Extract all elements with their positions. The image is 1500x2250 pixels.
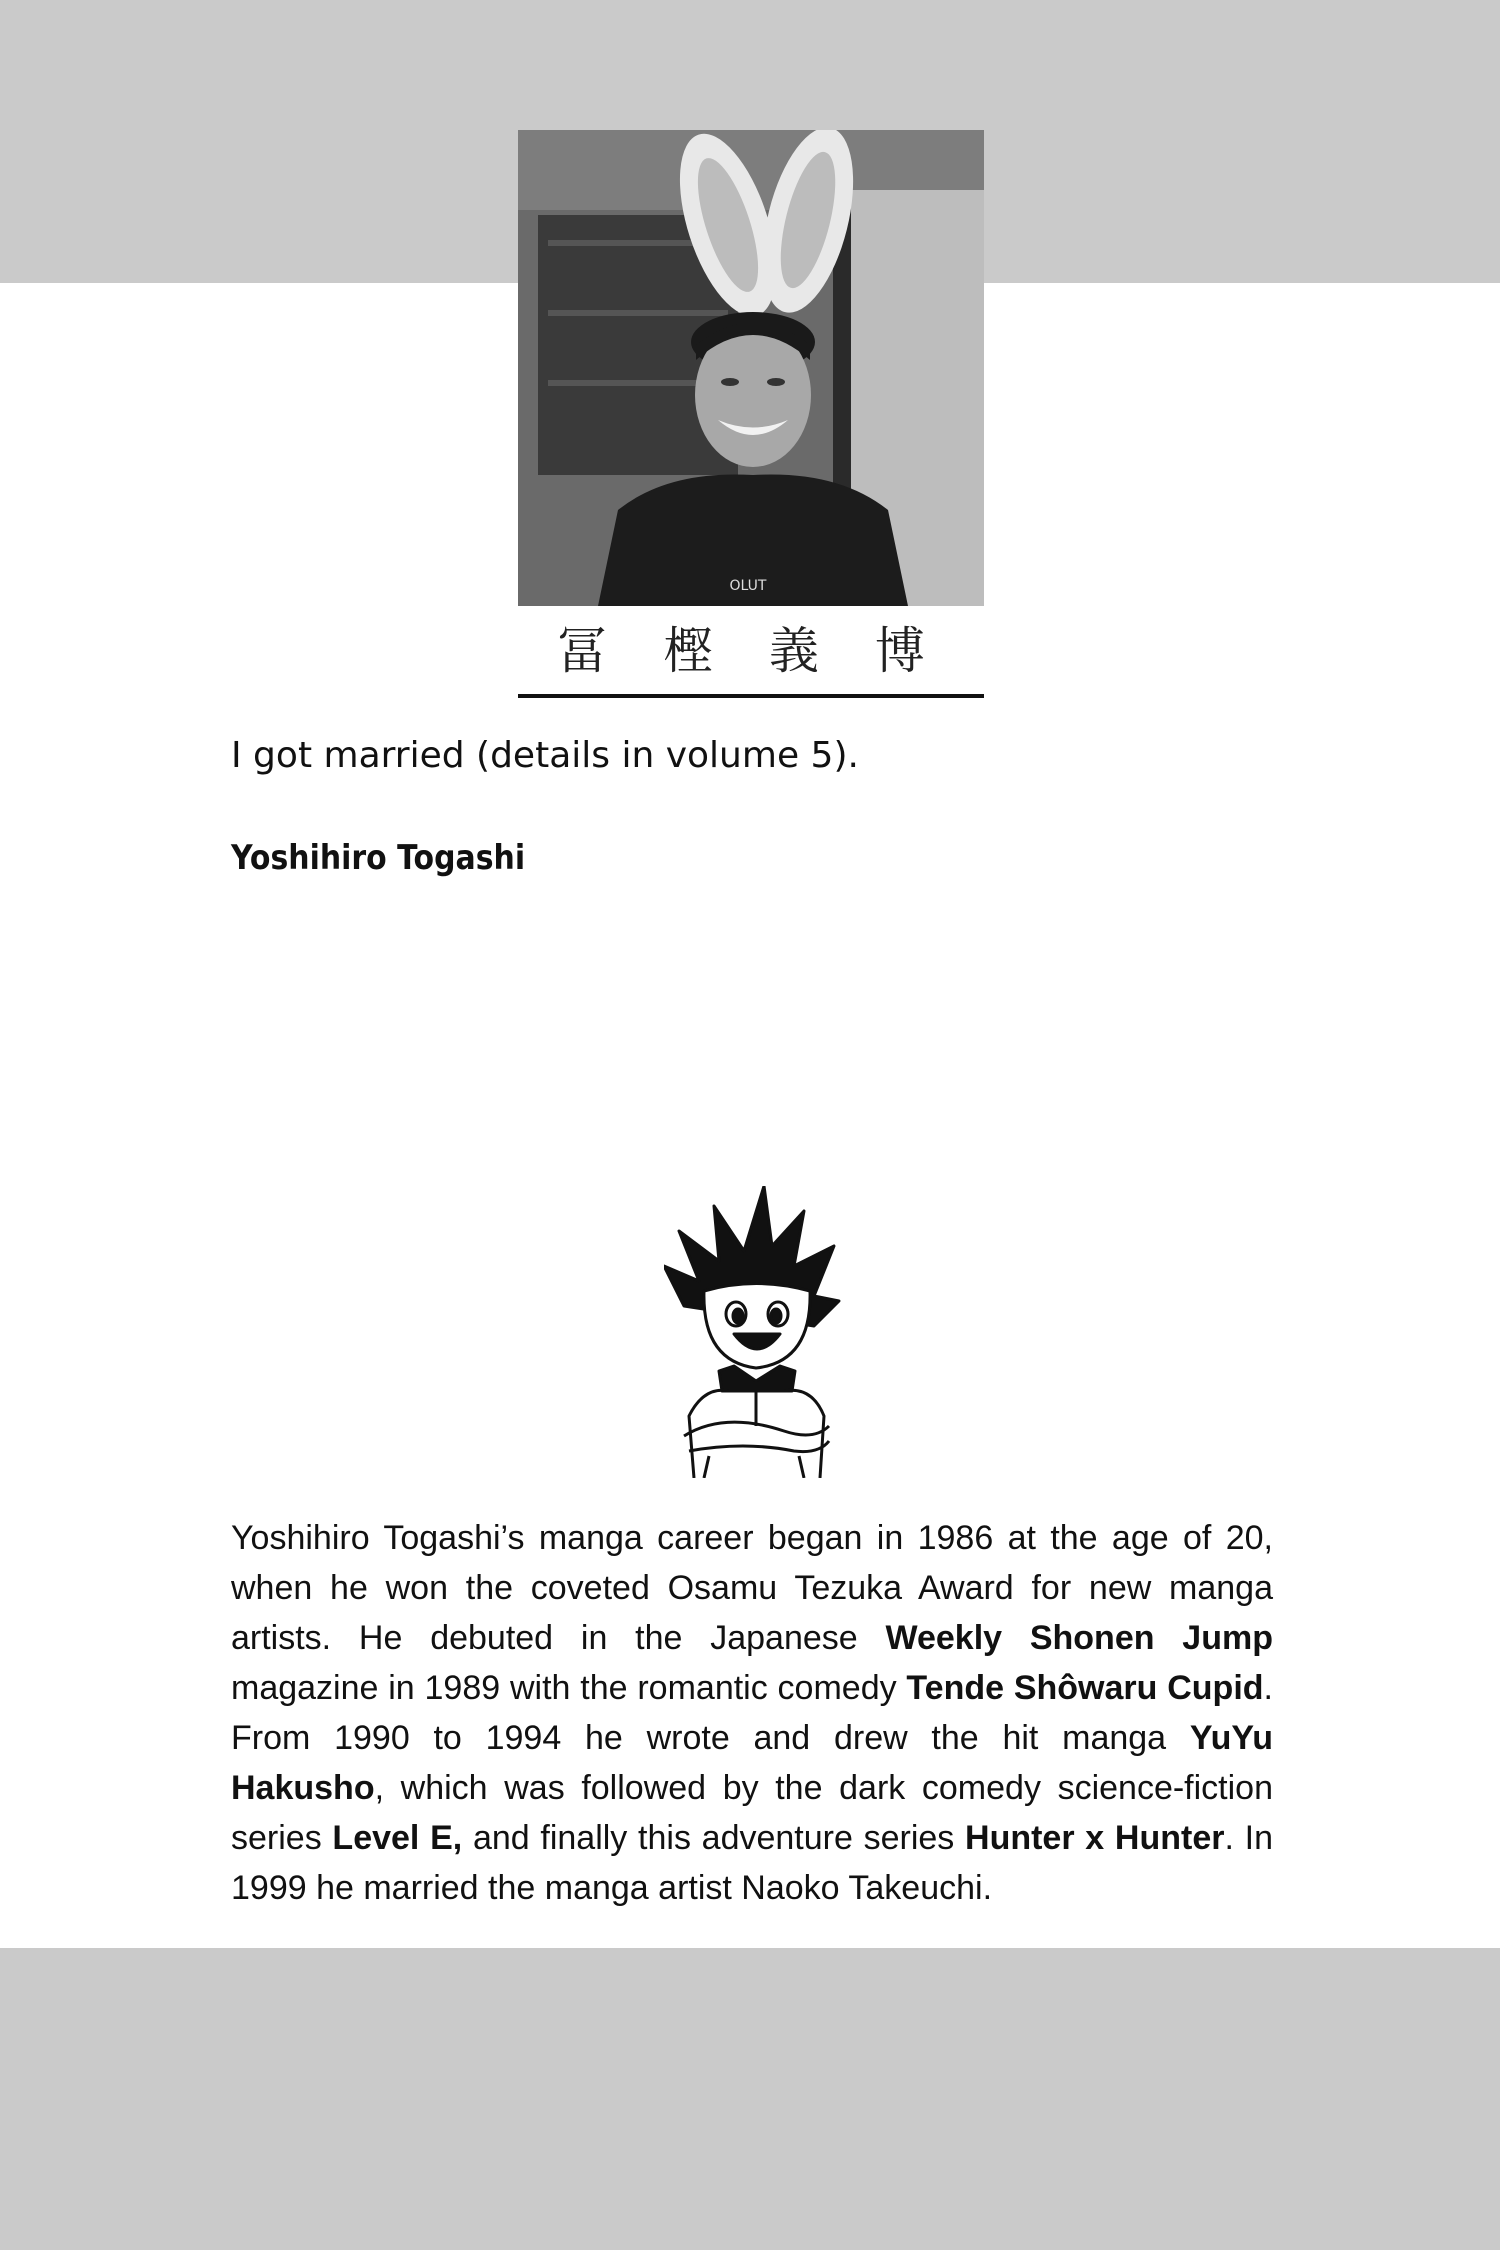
bio-text-5: and finally this adventure series	[462, 1819, 966, 1857]
bio-text-3: . From 1990 to 1994 he wrote and drew the hit manga	[231, 1669, 1273, 1757]
bio-text-2: magazine in 1989 with the romantic comedy	[231, 1669, 907, 1707]
shirt-text: OLUT	[729, 578, 767, 594]
bio-title-weekly-shonen-jump: Weekly Shonen Jump	[885, 1619, 1273, 1657]
author-quote: I got married (details in volume 5).	[231, 735, 859, 776]
author-photo	[518, 130, 984, 606]
bio-title-level-e: Level E,	[332, 1819, 463, 1857]
author-signature: Yoshihiro Togashi	[231, 838, 526, 878]
name-underline	[518, 694, 984, 698]
author-biography	[231, 1513, 1273, 1913]
character-illustration	[664, 1186, 844, 1478]
author-name-kanji: 冨 樫 義 博	[557, 622, 945, 680]
bio-title-tende-showaru-cupid: Tende Shôwaru Cupid	[906, 1669, 1264, 1707]
bio-text-6: . In 1999 he married the manga artist Naoko Takeuchi.	[231, 1819, 1274, 1907]
bio-title-hunter-x-hunter: Hunter x Hunter	[965, 1819, 1225, 1857]
bio-text-1: Yoshihiro Togashi’s manga career began in 1986 at the age of 20, when he won the coveted Osamu Tezuka Award for new manga artists. He debuted in the Japanese	[231, 1519, 1273, 1657]
bottom-gray-band	[0, 1948, 1500, 2250]
bio-text-4: , which was followed by the dark comedy science-fiction series	[231, 1769, 1273, 1857]
bio-title-yuyu-hakusho: YuYu Hakusho	[231, 1719, 1273, 1807]
